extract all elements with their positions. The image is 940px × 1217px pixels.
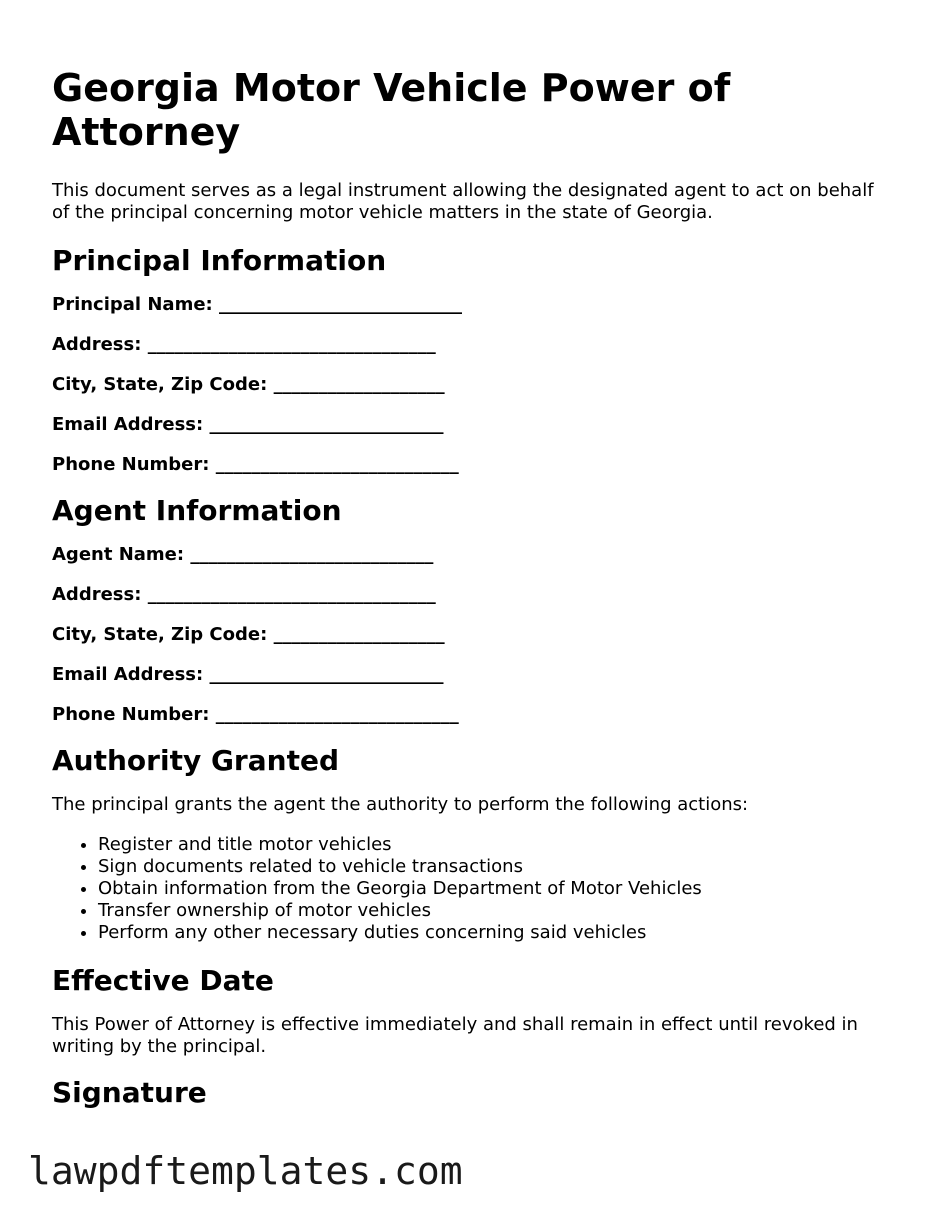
intro-paragraph: This document serves as a legal instrument allowing the designated agent to act on behalf of the principal concerning motor vehicle matters in the state of Georgia. xyxy=(52,180,874,223)
field-blank: ___________________________ xyxy=(219,294,463,315)
page-title: Georgia Motor Vehicle Power of Attorney xyxy=(52,66,731,154)
authority-heading: Authority Granted xyxy=(52,744,339,777)
agent-email-field[interactable] xyxy=(52,664,892,686)
field-blank: ___________________________ xyxy=(190,544,434,565)
field-blank: ___________________ xyxy=(273,624,445,645)
field-label: Phone Number: xyxy=(52,704,216,725)
agent-phone-field[interactable] xyxy=(52,704,892,726)
list-item: • Perform any other necessary duties concerning said vehicles xyxy=(98,922,892,944)
authority-list xyxy=(52,834,892,944)
field-blank: __________________________ xyxy=(209,664,444,685)
principal-heading: Principal Information xyxy=(52,244,387,277)
effective-date-section xyxy=(52,964,892,1058)
principal-city-state-zip-field[interactable] xyxy=(52,374,892,396)
field-label: Address: xyxy=(52,584,148,605)
watermark: lawpdftemplates.com xyxy=(28,1149,463,1193)
agent-heading: Agent Information xyxy=(52,494,342,527)
principal-name-field[interactable] xyxy=(52,294,892,316)
field-label: Phone Number: xyxy=(52,454,216,475)
field-blank: ___________________ xyxy=(273,374,445,395)
field-blank: ___________________________ xyxy=(215,704,459,725)
agent-city-state-zip-field[interactable] xyxy=(52,624,892,646)
signature-section xyxy=(52,1076,892,1110)
field-label: Email Address: xyxy=(52,414,210,435)
field-label: Email Address: xyxy=(52,664,210,685)
list-item: • Transfer ownership of motor vehicles xyxy=(98,900,892,922)
document-page xyxy=(52,66,892,1126)
authority-section xyxy=(52,744,892,944)
field-label: City, State, Zip Code: xyxy=(52,374,274,395)
effective-date-text: This Power of Attorney is effective immediately and shall remain in effect until revoked in writing by the principal. xyxy=(52,1014,858,1057)
signature-heading: Signature xyxy=(52,1076,207,1109)
principal-email-field[interactable] xyxy=(52,414,892,436)
authority-intro: The principal grants the agent the authority to perform the following actions: xyxy=(52,794,749,815)
list-item: • Obtain information from the Georgia Department of Motor Vehicles xyxy=(98,878,892,900)
list-item: • Sign documents related to vehicle transactions xyxy=(98,856,892,878)
principal-address-field[interactable] xyxy=(52,334,892,356)
field-label: Principal Name: xyxy=(52,294,220,315)
principal-section xyxy=(52,244,892,476)
field-blank: __________________________ xyxy=(209,414,444,435)
field-label: Agent Name: xyxy=(52,544,191,565)
field-blank: ___________________________ xyxy=(215,454,459,475)
field-blank: ________________________________ xyxy=(147,334,436,355)
agent-section xyxy=(52,494,892,726)
effective-date-heading: Effective Date xyxy=(52,964,274,997)
agent-name-field[interactable] xyxy=(52,544,892,566)
field-blank: ________________________________ xyxy=(147,584,436,605)
list-item: • Register and title motor vehicles xyxy=(98,834,892,856)
field-label: Address: xyxy=(52,334,148,355)
field-label: City, State, Zip Code: xyxy=(52,624,274,645)
principal-phone-field[interactable] xyxy=(52,454,892,476)
agent-address-field[interactable] xyxy=(52,584,892,606)
